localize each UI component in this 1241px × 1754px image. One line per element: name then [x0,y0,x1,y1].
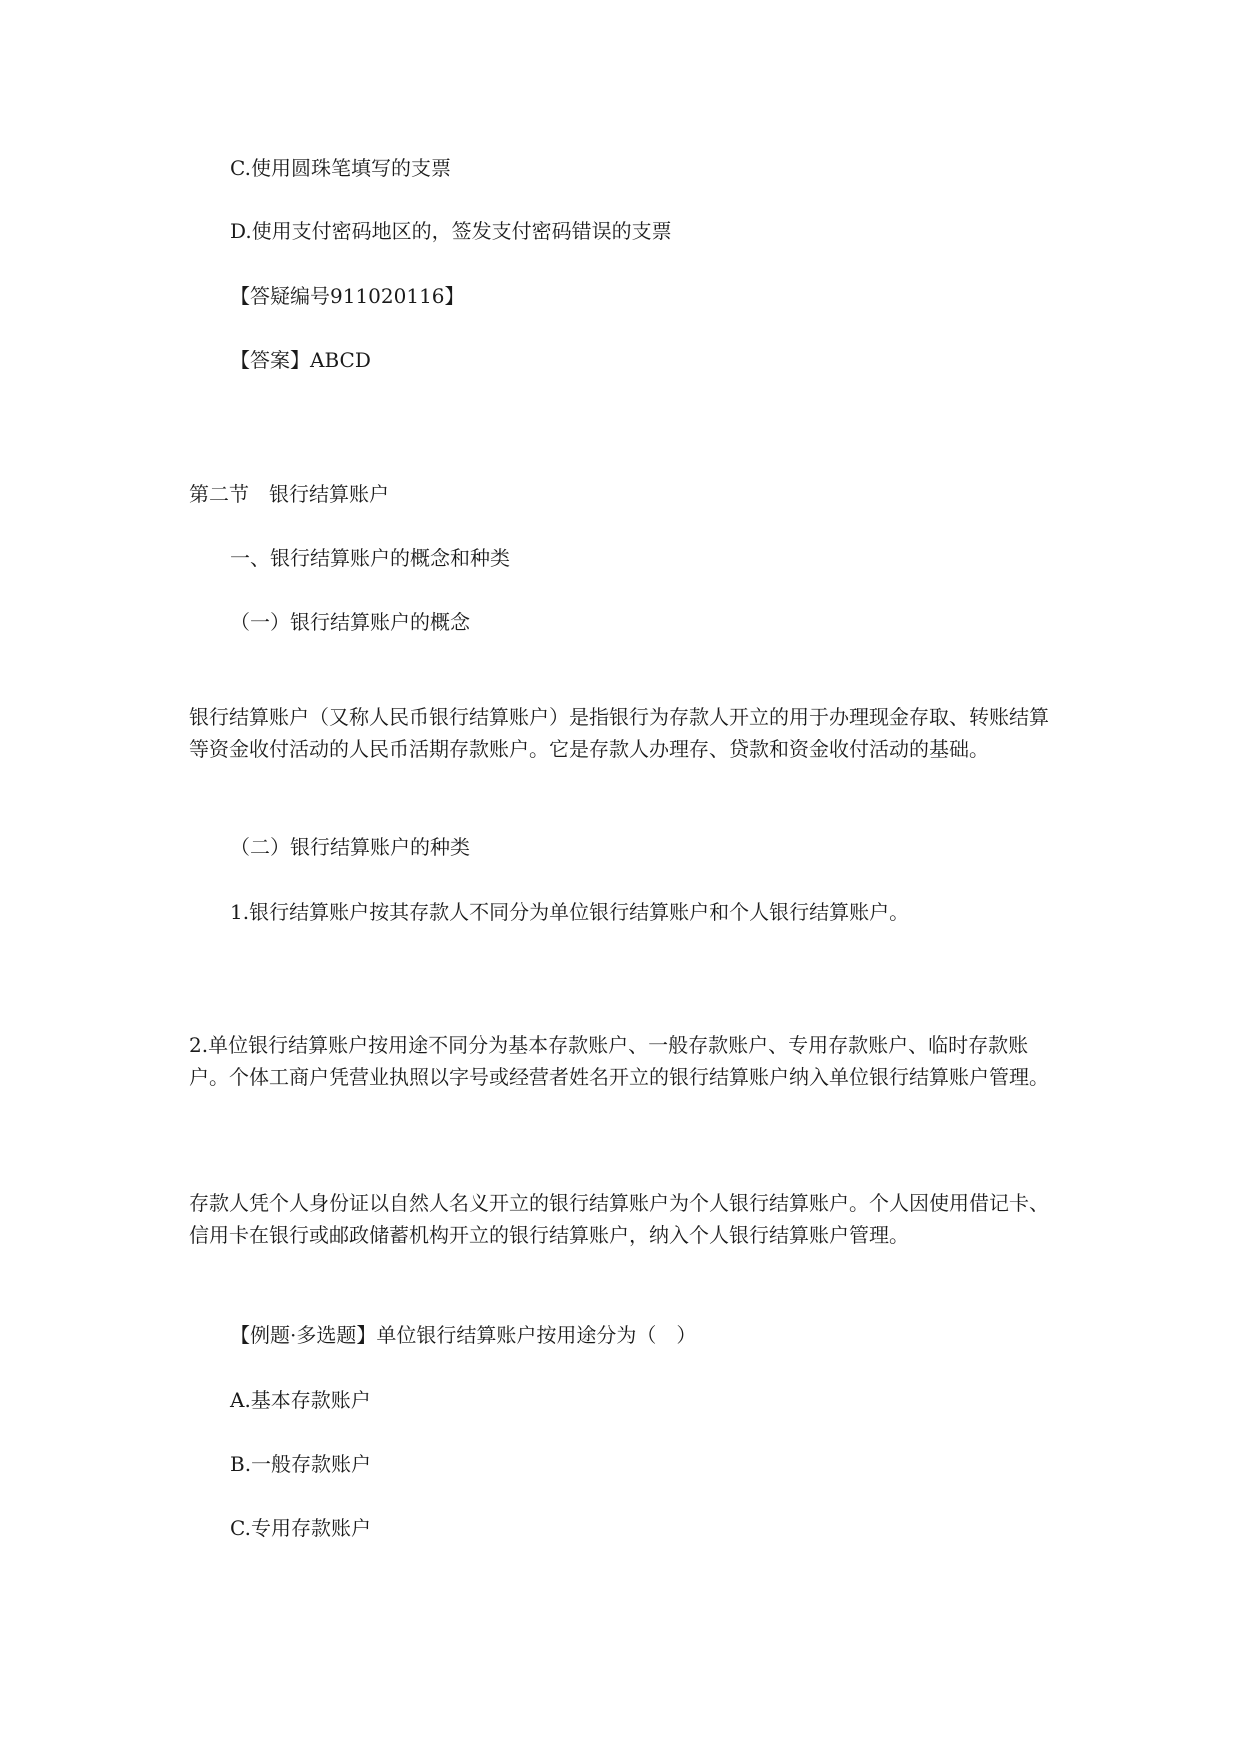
list-item-2-paragraph: 2.单位银行结算账户按用途不同分为基本存款账户、一般存款账户、专用存款账户、临时存款账户。个体工商户凭营业执照以字号或经营者姓名开立的银行结算账户纳入单位银行结算账户管理。 [189,1033,1049,1089]
option-c-line: C.使用圆珠笔填写的支票 [230,156,451,180]
concept-paragraph: 银行结算账户（又称人民币银行结算账户）是指银行为存款人开立的用于办理现金存取、转账结算等资金收付活动的人民币活期存款账户。它是存款人办理存、贷款和资金收付活动的基础。 [189,705,1049,761]
personal-account-paragraph: 存款人凭个人身份证以自然人名义开立的银行结算账户为个人银行结算账户。个人因使用借记卡、信用卡在银行或邮政储蓄机构开立的银行结算账户，纳入个人银行结算账户管理。 [189,1191,1049,1247]
example-question: 【例题·多选题】单位银行结算账户按用途分为（ ） [230,1323,697,1347]
section-title: 第二节 银行结算账户 [189,482,389,506]
example-option-b: B.一般存款账户 [230,1452,372,1476]
example-option-c: C.专用存款账户 [230,1516,371,1540]
heading-level-1: 一、银行结算账户的概念和种类 [230,546,510,570]
heading-level-2-types: （二）银行结算账户的种类 [230,835,470,859]
option-d-line: D.使用支付密码地区的，签发支付密码错误的支票 [230,219,672,243]
heading-level-2-concept: （一）银行结算账户的概念 [230,610,470,634]
query-number: 【答疑编号911020116】 [230,284,465,308]
answer-line: 【答案】ABCD [230,348,371,372]
example-option-a: A.基本存款账户 [230,1388,371,1412]
list-item-1: 1.银行结算账户按其存款人不同分为单位银行结算账户和个人银行结算账户。 [230,900,910,924]
